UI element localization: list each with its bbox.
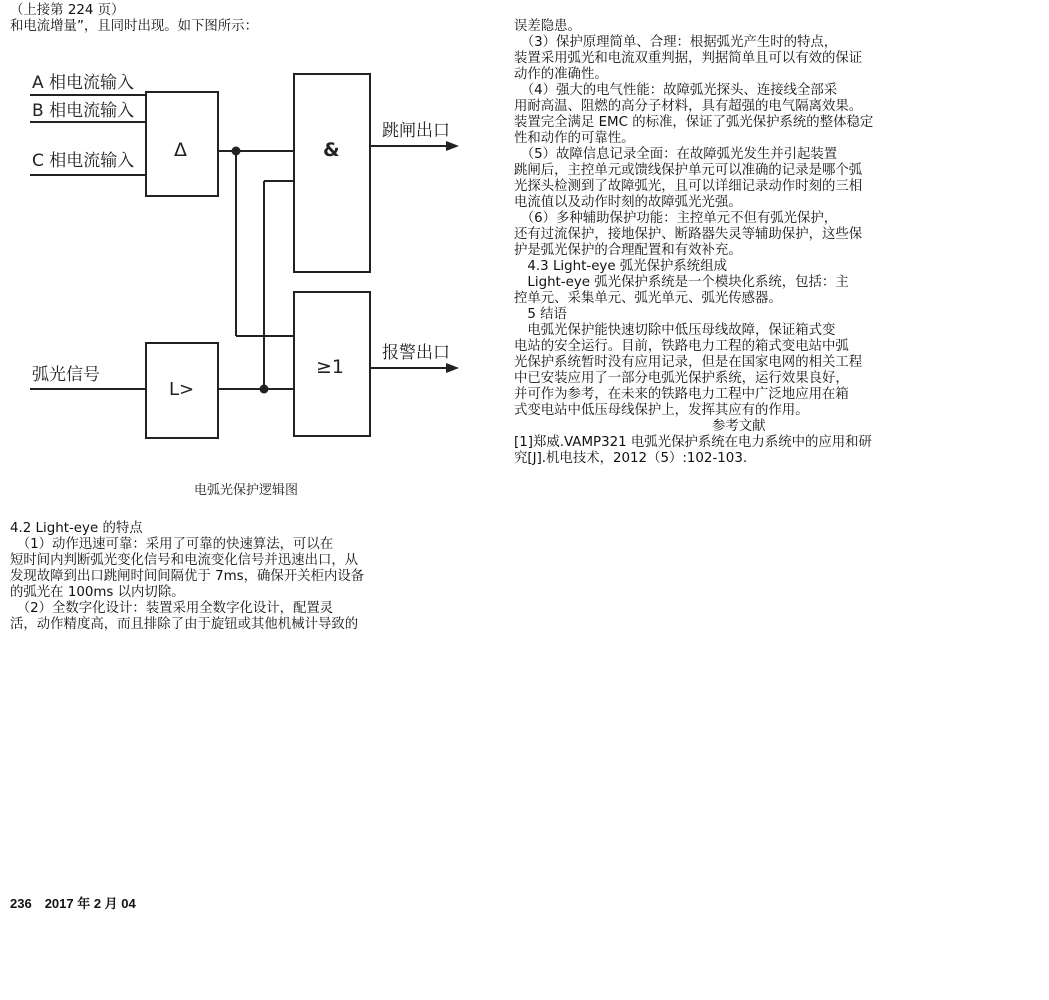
and-gate-label: & (323, 139, 340, 161)
paragraph-line: 并可作为参考，在未来的铁路电力工程中广泛地应用在箱 (514, 387, 849, 402)
alarm-output-label: 报警出口 (382, 343, 450, 363)
paragraph-line: 控单元、采集单元、弧光单元、弧光传感器。 (514, 291, 782, 306)
paragraph-line: Light-eye 弧光保护系统是一个模块化系统，包括：主 (514, 275, 849, 290)
paragraph-line: （4）强大的电气性能：故障弧光探头、连接线全部采 (514, 83, 838, 98)
section-4-2-title: 4.2 Light-eye 的特点 (10, 521, 143, 536)
paragraph-line: 还有过流保护，接地保护、断路器失灵等辅助保护，这些保 (514, 227, 863, 242)
paragraph-line: 电弧光保护能快速切除中低压母线故障，保证箱式变 (514, 323, 836, 338)
paragraph-line: 动作的准确性。 (514, 67, 608, 82)
paragraph-line: （2）全数字化设计：装置采用全数字化设计，配置灵 (10, 601, 334, 616)
section-heading: 4.3 Light-eye 弧光保护系统组成 (514, 259, 727, 274)
paragraph-line: 短时间内判断弧光变化信号和电流变化信号并迅速出口，从 (10, 553, 359, 568)
paragraph-line: （1）动作迅速可靠：采用了可靠的快速算法，可以在 (10, 537, 334, 552)
and-gate-box (294, 74, 370, 272)
paragraph-line: 中已安装应用了一部分电弧光保护系统，运行效果良好， (514, 371, 849, 386)
paragraph-line: 式变电站中低压母线保护上，发挥其应有的作用。 (514, 403, 809, 418)
paragraph-line: （3）保护原理简单、合理：根据弧光产生时的特点， (514, 35, 838, 50)
or-gate-label: ≥1 (316, 356, 345, 378)
paragraph-line: 活，动作精度高，而且排除了由于旋钮或其他机械计导致的 (10, 617, 359, 632)
paragraph-line: 光保护系统暂时没有应用记录，但是在国家电网的相关工程 (514, 355, 863, 370)
trip-output-label: 跳闸出口 (382, 121, 450, 141)
input-c-label: C 相电流输入 (32, 151, 135, 171)
continuation-note: （上接第 224 页） (10, 3, 125, 18)
input-a-label: A 相电流输入 (32, 73, 135, 93)
paragraph-line: 的弧光在 100ms 以内切除。 (10, 585, 185, 600)
paragraph-line: 装置采用弧光和电流双重判据，判据简单且可以有效的保证 (514, 51, 863, 66)
delta-gate-label: Δ (174, 139, 187, 161)
page-footer: 236 2017 年 2 月 04 (10, 896, 136, 911)
paragraph-line: 性和动作的可靠性。 (514, 131, 635, 146)
arc-signal-label: 弧光信号 (32, 365, 100, 385)
paragraph-line: 电站的安全运行。目前，铁路电力工程的箱式变电站中弧 (514, 339, 849, 354)
reference-line: [1]郑威.VAMP321 电弧光保护系统在电力系统中的应用和研 (514, 435, 872, 450)
diagram-caption: 电弧光保护逻辑图 (194, 483, 299, 498)
reference-line: 究[J].机电技术，2012（5）:102-103. (514, 451, 748, 466)
paragraph-line: 误差隐患。 (514, 19, 581, 34)
paragraph-line: 光探头检测到了故障弧光，且可以详细记录动作时刻的三相 (514, 179, 863, 194)
section-heading: 5 结语 (514, 307, 567, 322)
logic-diagram (14, 58, 474, 513)
paragraph-line: （5）故障信息记录全面：在故障弧光发生并引起装置 (514, 147, 838, 162)
paragraph-line: 电流值以及动作时刻的故障弧光光强。 (514, 195, 742, 210)
paragraph-line: 发现故障到出口跳闸时间间隔优于 7ms，确保开关柜内设备 (10, 569, 365, 584)
input-b-label: B 相电流输入 (32, 101, 135, 121)
paragraph-line: （6）多种辅助保护功能：主控单元不但有弧光保护， (514, 211, 838, 226)
paragraph-line: 用耐高温、阻燃的高分子材料，具有超强的电气隔离效果。 (514, 99, 863, 114)
paragraph-line: 跳闸后，主控单元或馈线保护单元可以准确的记录是哪个弧 (514, 163, 863, 178)
light-gate-label: L> (169, 379, 195, 400)
references-heading: 参考文献 (712, 419, 766, 434)
paragraph-line: 装置完全满足 EMC 的标准，保证了弧光保护系统的整体稳定 (514, 115, 874, 130)
paragraph-line: 护是弧光保护的合理配置和有效补充。 (514, 243, 742, 258)
intro-text: 和电流增量”，且同时出现。如下图所示： (10, 19, 258, 34)
